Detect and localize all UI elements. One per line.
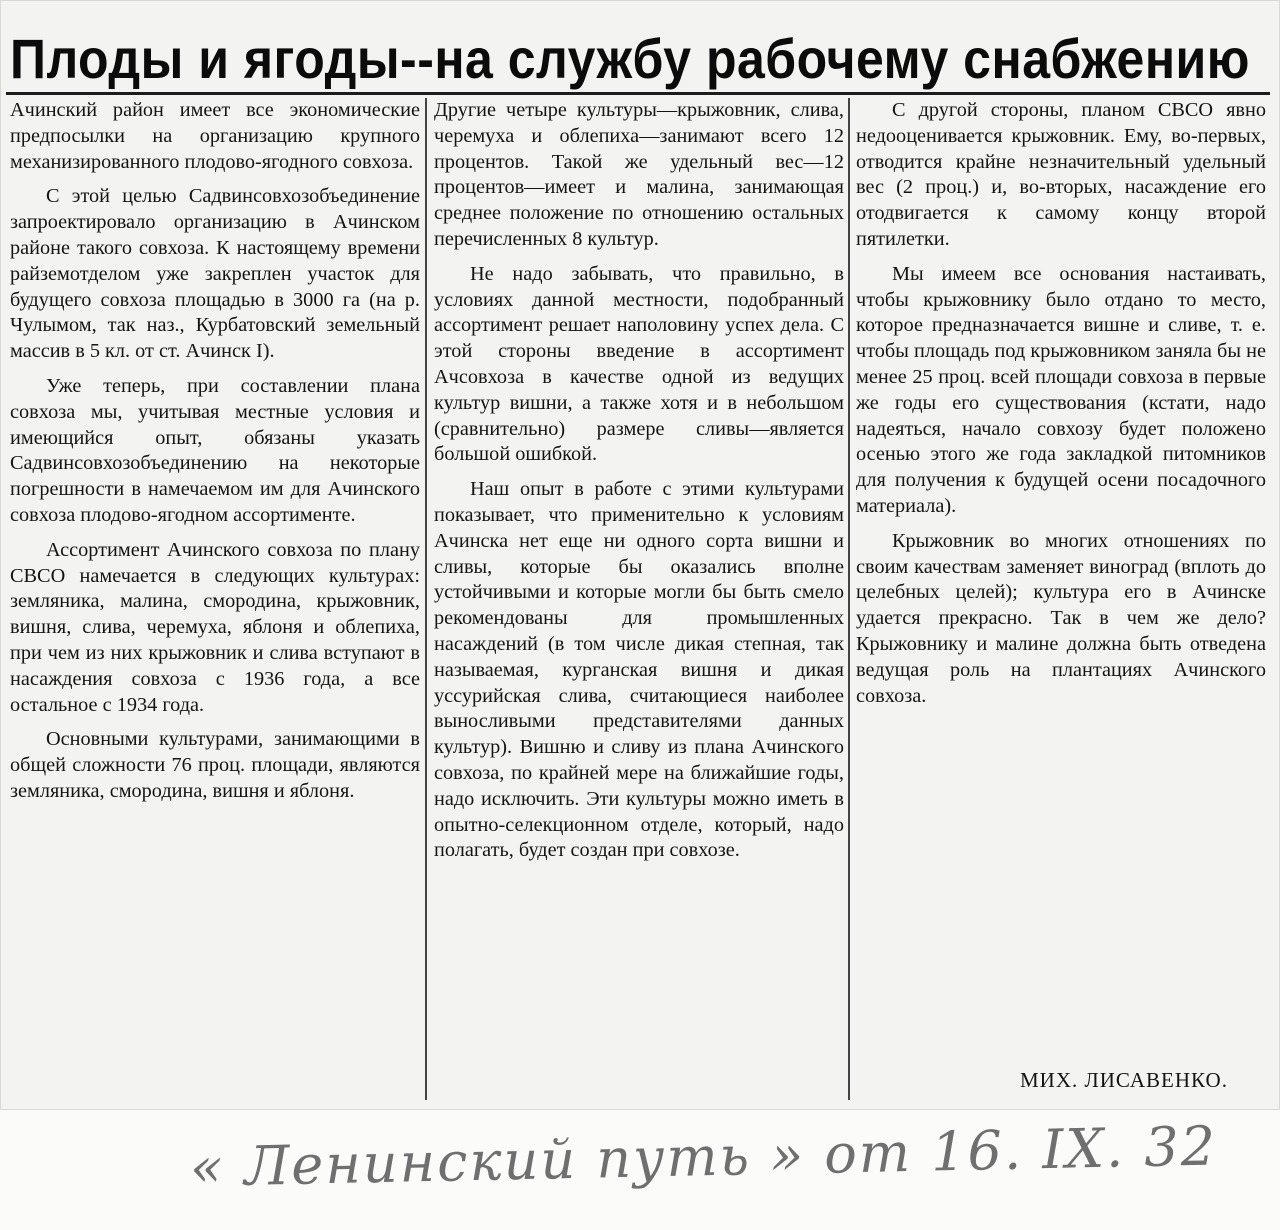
article-column-3 — [856, 98, 1266, 1098]
article-paragraph: С другой стороны, планом СВСО явно недооценивается крыжовник. Ему, во-первых, отводится крайне незначительный удельный вес (2 проц.) и, во-вторых, насаждение его отодвигается к самому концу второй пятилетки. — [856, 99, 1266, 250]
article-paragraph: Крыжовник во многих отношениях по своим качествам заменяет виноград (вплоть до целебных целей); культура его в Ачинске удается прекрасно. Так в чем же дело? Крыжовнику и малине должна быть отведена ведущая роль на плантациях Ачинского совхоза. — [856, 529, 1266, 707]
headline-rule — [6, 92, 1270, 95]
article-paragraph: Ачинский район имеет все экономические предпосылки на организацию крупного механизированного плодово-ягодного совхоза. — [10, 99, 420, 173]
article-paragraph: Ассортимент Ачинского совхоза по плану СВСО намечается в следующих культурах: земляника, малина, смородина, крыжовник, вишня, слива, черемуха, яблоня и облепиха, при чем из них крыжовник и слива вступают в насаждения совхоза с 1936 года, а все остальное с 1934 года. — [10, 538, 420, 716]
handwritten-source-note: « Ленинский путь » от 16. IX. 32 — [189, 1114, 1218, 1199]
article-paragraph: Мы имеем все основания настаивать, чтобы крыжовнику было отдано то место, которое предназначается вишне и сливе, т. е. чтобы площадь под крыжовником заняла бы не менее 25 проц. всей площади совхоза в первые же годы его существования (кстати, надо надеяться, начало совхозу будет положено осенью этого же года закладкой питомников для получения к будущей осени посадочного материала). — [856, 262, 1266, 517]
article-paragraph: Не надо забывать, что правильно, в условиях данной местности, подобранный ассортимент решает наполовину успех дела. С этой стороны введение в ассортимент Ачсовхоза в качестве одной из ведущих культур вишни, а также хотя и в небольшом (сравнительно) размере сливы—является большой ошибкой. — [434, 262, 844, 466]
article-column-1 — [10, 98, 420, 1098]
article-paragraph: С этой целью Садвинсовхозобъединение запроектировало организацию в Ачинском районе такого совхоза. К настоящему времени райземотделом уже закреплен участок для будущего совхоза площадью в 3000 га (на р. Чулымом, так наз., Курбатовский земельный массив в 5 кл. от ст. Ачинск I). — [10, 185, 420, 363]
column-divider — [848, 98, 850, 1100]
article-column-2 — [434, 98, 844, 1098]
article-paragraph: Основными культурами, занимающими в общей сложности 76 проц. площади, являются земляника, смородина, вишня и яблоня. — [10, 728, 420, 802]
article-paragraph: Другие четыре культуры—крыжовник, слива, черемуха и облепиха—занимают всего 12 процентов. Такой же удельный вес—12 процентов—имеет и малина, занимающая среднее положение по отношению остальных перечисленных 8 культур. — [434, 99, 844, 250]
column-divider — [425, 98, 427, 1100]
article-paragraph: Наш опыт в работе с этими культурами показывает, что применительно к условиям Ачинска нет еще ни одного сорта вишни и сливы, которые бы оказались вполне устойчивыми и которые могли бы быть смело рекомендованы для промышленных насаждений (в том числе дикая степная, так называемая, курганская вишня и дикая уссурийская слива, считающиеся наиболее выносливыми представителями данных культур). Вишню и сливу из плана Ачинского совхоза, по крайней мере на ближайшие годы, надо исключить. Эти культуры можно иметь в опытно-селекционном отделе, который, надо полагать, будет создан при совхозе. — [434, 478, 844, 862]
article-paragraph: Уже теперь, при составлении плана совхоза мы, учитывая местные условия и имеющийся опыт, обязаны указать Садвинсовхозобъединению на некоторые погрешности в намечаемом им для Ачинского совхоза плодово-ягодном ассортименте. — [10, 374, 420, 526]
author-signature: МИХ. ЛИСАВЕНКО. — [1020, 1068, 1228, 1092]
article-headline: Плоды и ягоды--на службу рабочему снабжению — [10, 27, 1250, 91]
